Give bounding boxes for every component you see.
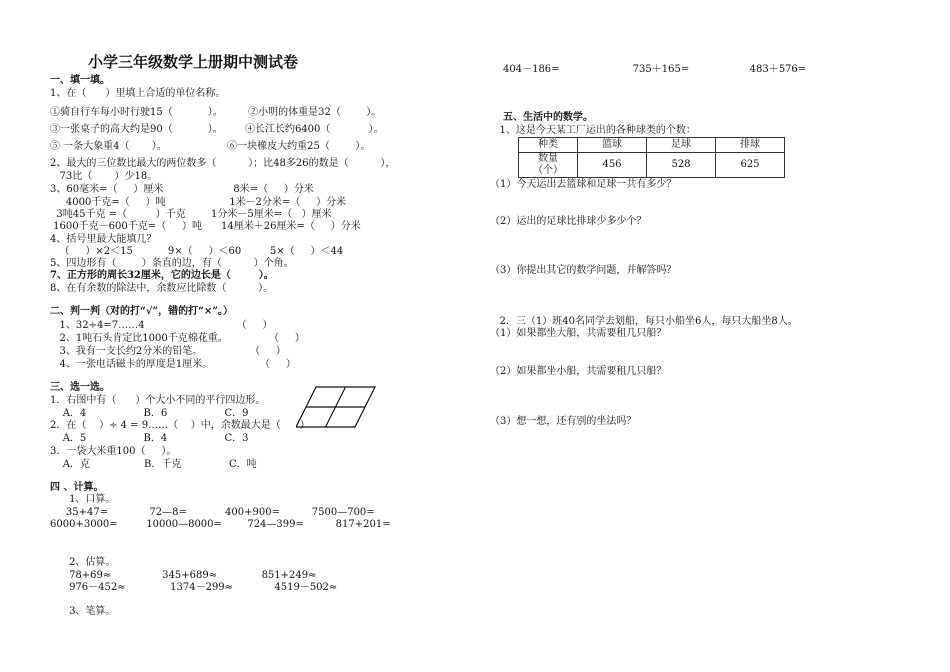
text-line: 1．右图中有（ ）个大小不同的平行四边形。 [50, 395, 266, 406]
text-line: 3、我有一支长约2分米的铅笔。 （ ） [50, 346, 286, 357]
text-line: A．5 B．4 C．3 [50, 433, 249, 444]
text-line: 二、判一判（对的打“√”，错的打“×”。） [50, 306, 233, 317]
text-line: 1、在（ ）里填上合适的单位名称。 [50, 88, 226, 99]
text-line: （1）今天运出去篮球和足球一共有多少？ [490, 179, 677, 190]
text-line: 2．在（ ）÷ 4 = 9……（ ）中，余数最大是（ ） [50, 420, 310, 431]
text-line: （2）运出的足球比排球少多少个？ [490, 216, 647, 227]
text-line: 2、最大的三位数比最大的两位数多（ ）；比48多26的数是（ ）， [50, 158, 396, 169]
text-line: 7、正方形的周长32厘米，它的边长是（ ）。 [50, 270, 274, 281]
page-title: 小学三年级数学上册期中测试卷 [88, 53, 299, 71]
text-line: A．4 B．6 C．9 [50, 408, 249, 419]
text-line: 3．一袋大米重100（ ）。 [50, 446, 177, 457]
text-line: ③一张桌子的高大约是90（ ）。 ④长江长约6400（ ）。 [50, 124, 384, 135]
table-cell: 528 [647, 153, 716, 178]
text-line: 1、这是今天某工厂运出的各种球类的个数： [490, 125, 696, 136]
table-row-label [519, 153, 578, 178]
text-line: 三、选一选。 [50, 382, 110, 393]
table-header-row [519, 138, 785, 153]
table-cell: 456 [578, 153, 647, 178]
text-line: 78+69≈ 345+689≈ 851+249≈ [50, 570, 317, 581]
text-line: 2、估算。 [50, 557, 116, 568]
text-line: 3、笔算。 [50, 606, 116, 617]
text-line: （3）想一想，还有别的坐法吗？ [490, 416, 637, 427]
text-line: ⑤ 一条大象重4（ ）。 ⑥一块橡皮大约重25（ ）。 [50, 141, 371, 152]
text-line: 1、32÷4=7……4 （ ） [50, 320, 273, 331]
text-line: 4、一张电话磁卡的厚度是1厘米。 （ ） [50, 359, 296, 370]
text-line: 4、括号里最大能填几？ [50, 234, 157, 245]
text-line: 3吨45千克 =（ ）千克 1分米－5厘米=（ ）厘米 [50, 209, 332, 220]
text-line: 8、在有余数的除法中，余数应比除数（ ）。 [50, 283, 274, 294]
text-line: 404－186= 735＋165= 483＋576= [503, 64, 807, 75]
text-line: （3）你提出其它的数学问题，并解答吗？ [490, 265, 677, 276]
text-line: 35+47= 72—8= 400+900= 7500—700= [50, 507, 375, 518]
table-header-cell: 篮球 [578, 138, 647, 153]
table-header-cell: 足球 [647, 138, 716, 153]
table-row [519, 153, 785, 178]
parallelogram-figure [296, 386, 376, 428]
table-header-cell: 种类 [519, 138, 578, 153]
text-line: 四 、计算。 [50, 482, 104, 493]
text-line: A．克 B．千克 C．吨 [50, 459, 257, 470]
text-line: 2、1吨石头肯定比1000千克棉花重。 （ ） [50, 333, 305, 344]
text-line: 5、四边形有（ ）条直的边，有（ ）个角。 [50, 258, 294, 269]
text-line: 2．三（1）班40名同学去划船，每只小船坐6人，每只大船坐8人。 [490, 316, 798, 327]
text-line: 976－452≈ 1374－299≈ 4519－502≈ [50, 582, 338, 593]
text-line: 73比（ ）少18。 [50, 171, 158, 182]
table-header-cell: 排球 [716, 138, 785, 153]
text-line: （2）如果都坐小船，共需要租几只船？ [490, 366, 667, 377]
text-line: （ ）×2＜15 9×（ ）＜60 5×（ ）＜44 [50, 246, 344, 257]
text-line: ①骑自行车每小时行驶15（ ）。 ②小明的体重是32（ ）。 [50, 107, 382, 118]
text-line: 6000+3000= 10000—8000= 724—399= 817+201= [50, 519, 391, 530]
table-row-label-bottom: （个） [533, 165, 563, 176]
text-line: 一、填一填。 [50, 75, 110, 86]
text-line: 4000千克=（ ）吨 1米－2分米=（ ）分米 [50, 197, 347, 208]
text-line: （1）如果都坐大船，共需要租几只船？ [490, 328, 667, 339]
table-cell: 625 [716, 153, 785, 178]
text-line: 五、生活中的数学。 [503, 112, 593, 123]
table-row-label-top: 数量 [538, 153, 558, 164]
ball-count-table [518, 137, 785, 178]
text-line: 1600千克－600千克=（ ）吨 14厘米＋26厘米=（ ）分米 [50, 221, 361, 232]
text-line: 3、60毫米=（ ）厘米 8米=（ ）分米 [50, 184, 314, 195]
text-line: 1、口算。 [50, 494, 116, 505]
